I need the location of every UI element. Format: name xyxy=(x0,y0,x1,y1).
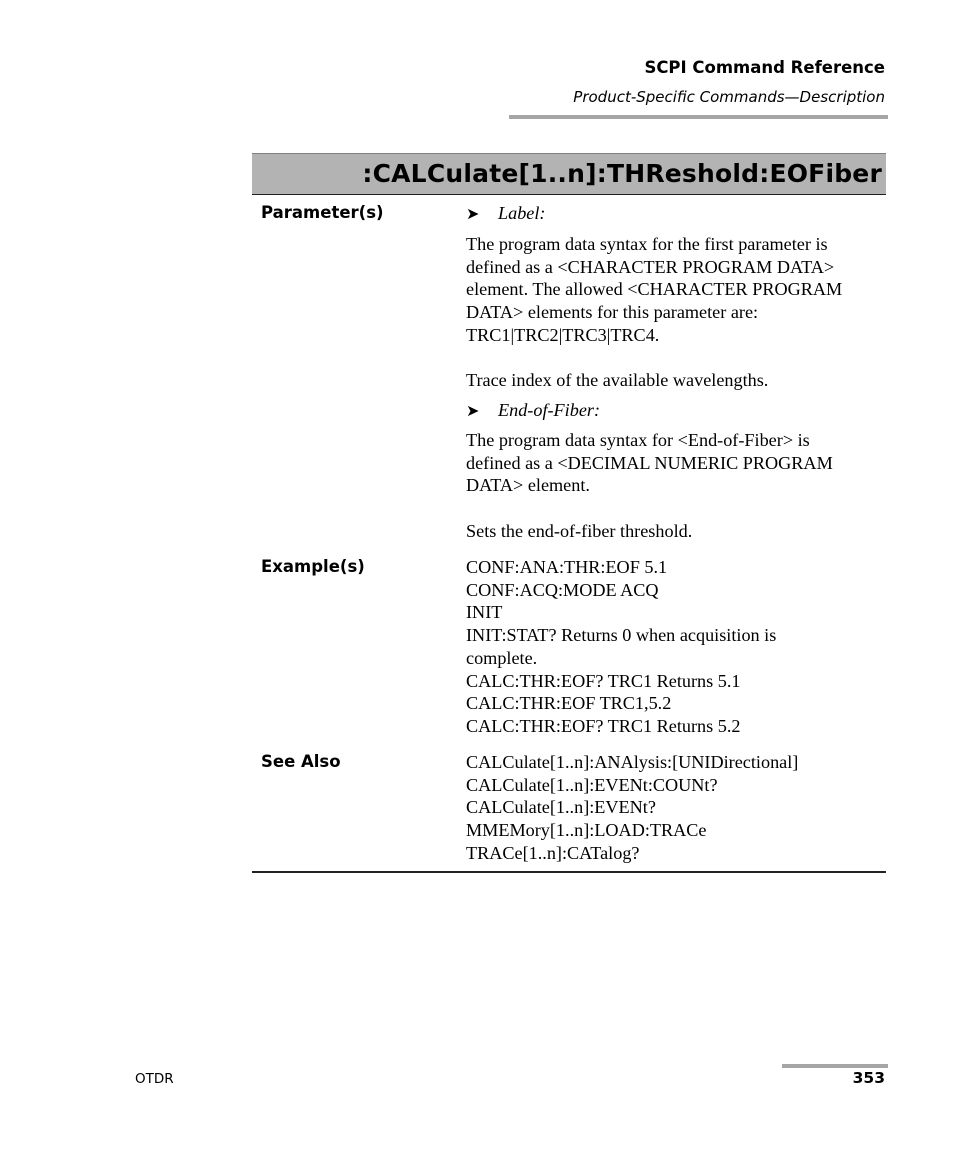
parameter-eof-note: Sets the end-of-fiber threshold. xyxy=(466,521,693,541)
parameter-name: End-of-Fiber: xyxy=(498,400,601,420)
footer-product: OTDR xyxy=(135,1071,174,1087)
see-also-link[interactable]: CALCulate[1..n]:EVENt? xyxy=(466,797,656,818)
parameter-label-heading xyxy=(466,203,546,224)
parameter-name: Label: xyxy=(498,203,546,223)
parameters-label: Parameter(s) xyxy=(261,203,384,222)
examples-label: Example(s) xyxy=(261,557,365,576)
example-line: INIT:STAT? Returns 0 when acquisition is xyxy=(466,625,777,646)
see-also-link[interactable]: CALCulate[1..n]:EVENt:COUNt? xyxy=(466,774,718,795)
command-title-bar xyxy=(252,153,886,195)
example-line: INIT xyxy=(466,602,503,623)
description-line: The program data syntax for the first parameter is xyxy=(466,234,828,254)
header-title: SCPI Command Reference xyxy=(644,58,885,77)
parameter-label-note: Trace index of the available wavelengths. xyxy=(466,370,769,390)
table-bottom-rule xyxy=(252,871,886,873)
example-line: CALC:THR:EOF TRC1,5.2 xyxy=(466,693,672,714)
header-divider xyxy=(509,115,888,119)
examples-block xyxy=(466,556,882,738)
example-line: CONF:ANA:THR:EOF 5.1 xyxy=(466,557,668,577)
arrowhead-bullet-icon: ➤ xyxy=(466,204,480,223)
description-line: TRC1|TRC2|TRC3|TRC4. xyxy=(466,324,660,345)
command-title: :CALCulate[1..n]:THReshold:EOFiber xyxy=(362,159,882,188)
description-line: defined as a <CHARACTER PROGRAM DATA> xyxy=(466,256,835,277)
example-line: CALC:THR:EOF? TRC1 Returns 5.1 xyxy=(466,670,741,691)
example-line: CONF:ACQ:MODE ACQ xyxy=(466,579,659,600)
header-subtitle: Product-Specific Commands—Description xyxy=(573,88,885,106)
example-line: CALC:THR:EOF? TRC1 Returns 5.2 xyxy=(466,715,741,736)
see-also-link[interactable]: CALCulate[1..n]:ANAlysis:[UNIDirectional] xyxy=(466,752,799,772)
description-line: DATA> element. xyxy=(466,475,590,496)
see-also-block xyxy=(466,751,882,865)
description-line: The program data syntax for <End-of-Fiber> is xyxy=(466,430,810,450)
parameter-eof-description xyxy=(466,429,882,497)
parameter-eof-heading xyxy=(466,400,600,421)
see-also-label: See Also xyxy=(261,752,341,771)
description-line: defined as a <DECIMAL NUMERIC PROGRAM xyxy=(466,452,833,473)
example-line: complete. xyxy=(466,647,538,668)
footer-divider xyxy=(782,1064,888,1068)
description-line: element. The allowed <CHARACTER PROGRAM xyxy=(466,279,843,300)
page-number: 353 xyxy=(852,1069,885,1087)
see-also-link[interactable]: TRACe[1..n]:CATalog? xyxy=(466,842,640,863)
description-line: DATA> elements for this parameter are: xyxy=(466,302,759,323)
see-also-link[interactable]: MMEMory[1..n]:LOAD:TRACe xyxy=(466,820,707,841)
arrowhead-bullet-icon: ➤ xyxy=(466,401,480,420)
parameter-label-description xyxy=(466,233,882,347)
